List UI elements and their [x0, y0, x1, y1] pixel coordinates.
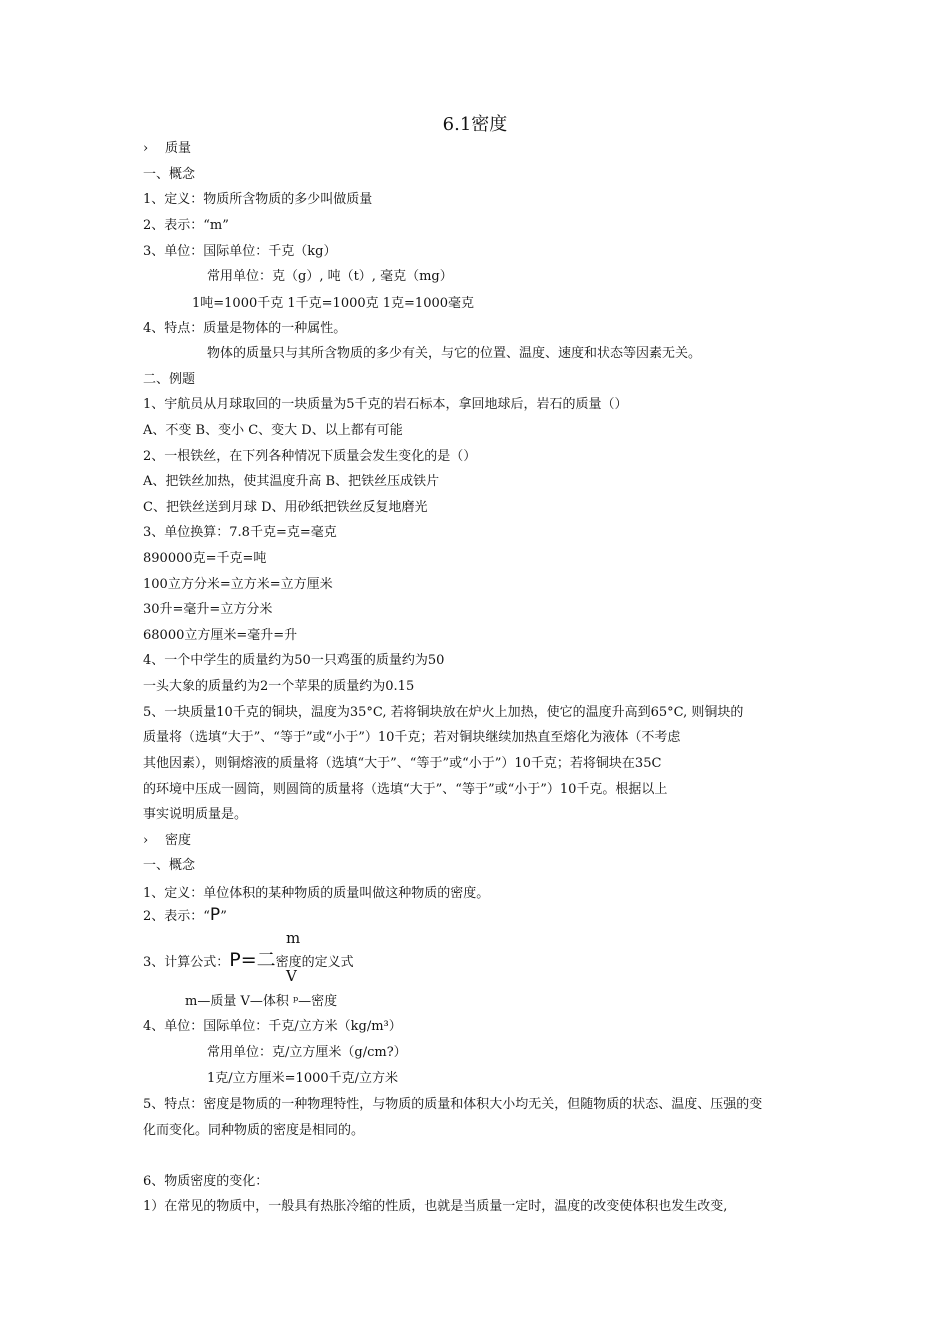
density-change-heading: 6、物质密度的变化：: [143, 1174, 269, 1189]
formula-denominator: V: [286, 967, 297, 985]
example-3-d: 30升=毫升=立方分米: [143, 602, 273, 617]
example-3-e: 68000立方厘米=毫升=升: [143, 628, 298, 643]
density-formula: [143, 951, 354, 972]
example-1-options: A、不变 B、变小 C、变大 D、以上都有可能: [143, 423, 403, 438]
example-5-c: 其他因素），则铜熔液的质量将（选填“大于”、“等于”或“小于”）10千克；若将铜块在35C: [143, 756, 662, 771]
section-heading-mass: [143, 140, 191, 158]
density-common-unit: 常用单位：克/立方厘米（g/cm?）: [207, 1045, 407, 1060]
example-1: 1、宇航员从月球取回的一块质量为5千克的岩石标本，拿回地球后，岩石的质量（）: [143, 397, 628, 412]
symbol-suffix: ”: [220, 909, 227, 924]
mass-definition: 1、定义：物质所含物质的多少叫做质量: [143, 192, 373, 207]
mass-feature: 4、特点：质量是物体的一种属性。: [143, 321, 347, 336]
example-3-b: 890000克=千克=吨: [143, 551, 267, 566]
formula-lhs: P=二: [229, 949, 276, 971]
formula-label: 3、计算公式：: [143, 955, 230, 970]
example-5-a: 5、一块质量10千克的铜块，温度为35°C, 若将铜块放在炉火上加热，使它的温度升高到65°C, 则铜块的: [143, 705, 744, 720]
mass-symbol: 2、表示：“m”: [143, 218, 229, 233]
mass-conversion: 1吨=1000千克 1千克=1000克 1克=1000毫克: [192, 296, 475, 311]
example-2-options-b: C、把铁丝送到月球 D、用砂纸把铁丝反复地磨光: [143, 500, 428, 515]
density-definition: 1、定义：单位体积的某种物质的质量叫做这种物质的密度。: [143, 886, 490, 901]
section-heading-density: [143, 832, 191, 850]
formula-legend: m—质量 V—体积 ᵖ—密度: [185, 994, 338, 1009]
page-title: 6.1密度: [442, 114, 508, 135]
mass-feature-detail: 物体的质量只与其所含物质的多少有关，与它的位置、温度、速度和状态等因素无关。: [207, 346, 702, 361]
example-4-b: 一头大象的质量约为2一个苹果的质量约为0.15: [143, 679, 415, 694]
section-label: 质量: [165, 141, 192, 156]
formula-numerator: m: [286, 929, 301, 947]
section-label: 密度: [165, 833, 192, 848]
example-3-c: 100立方分米=立方米=立方厘米: [143, 577, 333, 592]
density-feature-b: 化而变化。同种物质的密度是相同的。: [143, 1123, 365, 1138]
example-4: 4、一个中学生的质量约为50一只鸡蛋的质量约为50: [143, 653, 445, 668]
concept-heading: 一、概念: [143, 167, 196, 182]
density-conversion: 1克/立方厘米=1000千克/立方米: [207, 1071, 399, 1086]
density-symbol: [143, 906, 227, 926]
mass-unit: 3、单位：国际单位：千克（kg）: [143, 244, 337, 259]
example-5-e: 事实说明质量是。: [143, 807, 248, 822]
bullet-icon: ›: [143, 141, 149, 156]
examples-heading: 二、例题: [143, 372, 196, 387]
example-2-options-a: A、把铁丝加热，使其温度升高 B、把铁丝压成铁片: [143, 474, 440, 489]
symbol-prefix: 2、表示：“: [143, 909, 210, 924]
density-change-1: 1）在常见的物质中，一般具有热胀冷缩的性质，也就是当质量一定时，温度的改变使体积也发生改变,: [143, 1199, 728, 1214]
mass-common-unit: 常用单位：克（g）, 吨（t）, 毫克（mg）: [207, 269, 453, 284]
example-5-d: 的环境中压成一圆筒，则圆筒的质量将（选填“大于”、“等于”或“小于”）10千克。根据以上: [143, 782, 668, 797]
density-feature-a: 5、特点：密度是物质的一种物理特性，与物质的质量和体积大小均无关，但随物质的状态、温度、压强的变: [143, 1097, 763, 1112]
example-2: 2、一根铁丝，在下列各种情况下质量会发生变化的是（）: [143, 449, 477, 464]
density-concept-heading: 一、概念: [143, 858, 196, 873]
example-5-b: 质量将（选填“大于”、“等于”或“小于”）10千克；若对铜块继续加热直至熔化为液体（不考虑: [143, 730, 681, 745]
density-unit: 4、单位：国际单位：千克/立方米（kg/m³）: [143, 1019, 402, 1034]
rho-symbol: P: [209, 905, 221, 925]
formula-note: 密度的定义式: [275, 955, 354, 970]
example-3: 3、单位换算：7.8千克=克=毫克: [143, 525, 337, 540]
bullet-icon: ›: [143, 833, 149, 848]
